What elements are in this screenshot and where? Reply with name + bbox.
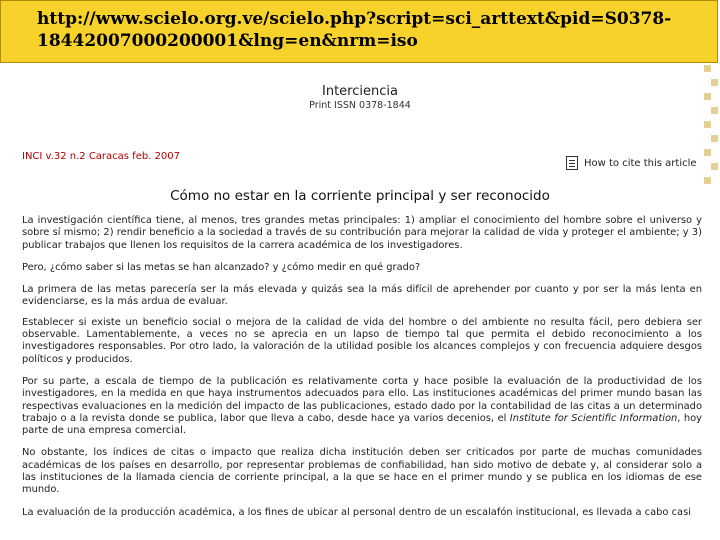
journal-header [0, 84, 720, 111]
url-banner [0, 0, 718, 63]
how-to-cite-link[interactable] [566, 156, 697, 170]
decorative-dot [704, 177, 711, 184]
how-to-cite-label: How to cite this article [584, 157, 697, 169]
document-icon [566, 156, 578, 170]
url-text: http://www.scielo.org.ve/scielo.php?script=sci_arttext&pid=S0378-18442007000200001&lng=en&nrm=iso [37, 9, 672, 51]
decorative-dot [704, 65, 711, 72]
paragraph: Establecer si existe un beneficio social o mejora de la calidad de vida del hombre o del ambiente no resulta fácil, pero debiera ser observable. Lamentablemente, a veces no se aprecia en un lapso de tiempo tal que permita el debido reconocimiento a los investigadores responsables. Por otro lado, la valoración de la utilidad posible los alcances complejos y con frecuencia adquiere desgos políticos y producidos. [22, 316, 702, 365]
paragraph: Por su parte, a escala de tiempo de la publicación es relativamente corta y hace posible la evaluación de la productividad de los investigadores, en la medida en que haya instrumentos adecuados para ello. Las instituciones académicas del primer mundo basan las respectivas evaluaciones en la medición del impacto de las publicaciones, estado dado por la contabilidad de las citas a un determinado trabajo o a la revista donde se publica, labor que lleva a cabo, desde hace ya varios decenios, el Institute for Scientific Information, hoy parte de una empresa comercial. [22, 375, 702, 437]
paragraph: La primera de las metas parecería ser la más elevada y quizás sea la más difícil de aprehender por cuanto y por ser la más lenta en evidenciarse, es la más ardua de evaluar. [22, 284, 702, 308]
italic-phrase: Institute for Scientific Information [509, 412, 678, 424]
article-title: Cómo no estar en la corriente principal y ser reconocido [170, 188, 550, 204]
issue-line: INCI v.32 n.2 Caracas feb. 2007 [22, 151, 181, 162]
paragraph: No obstante, los índices de citas o impacto que realiza dicha institución deben ser criticados por parte de muchas comunidades académicas de los países en desarrollo, por representar problemas de confiabilidad, han sido motivo de debate y, al considerar solo a las instituciones de la llamada ciencia de corriente principal, a la que se hace en el primer mundo y se publica en los idiomas de ese mundo. [22, 447, 702, 496]
decorative-dot [711, 163, 718, 170]
decorative-dot-strip [700, 63, 720, 540]
journal-name: Interciencia [322, 84, 398, 99]
journal-issn: Print ISSN 0378-1844 [309, 100, 411, 111]
paragraph: Pero, ¿cómo saber si las metas se han alcanzado? y ¿cómo medir en qué grado? [22, 261, 421, 273]
decorative-dot [704, 149, 711, 156]
paragraph: La evaluación de la producción académica, a los fines de ubicar al personal dentro de un escalafón institucional, es llevada a cabo casi [22, 506, 691, 518]
article-body [22, 215, 702, 529]
decorative-dot [711, 135, 718, 142]
decorative-dot [704, 121, 711, 128]
paragraph: La investigación científica tiene, al menos, tres grandes metas principales: 1) ampliar el conocimiento del hombre sobre el universo y sobre sí mismo; 2) rendir beneficio a la sociedad a través de su contribución para mejorar la calidad de vida y proteger el ambiente; y 3) publicar trabajos que llenen los requisitos de la carrera académica de los investigadores. [22, 215, 702, 251]
